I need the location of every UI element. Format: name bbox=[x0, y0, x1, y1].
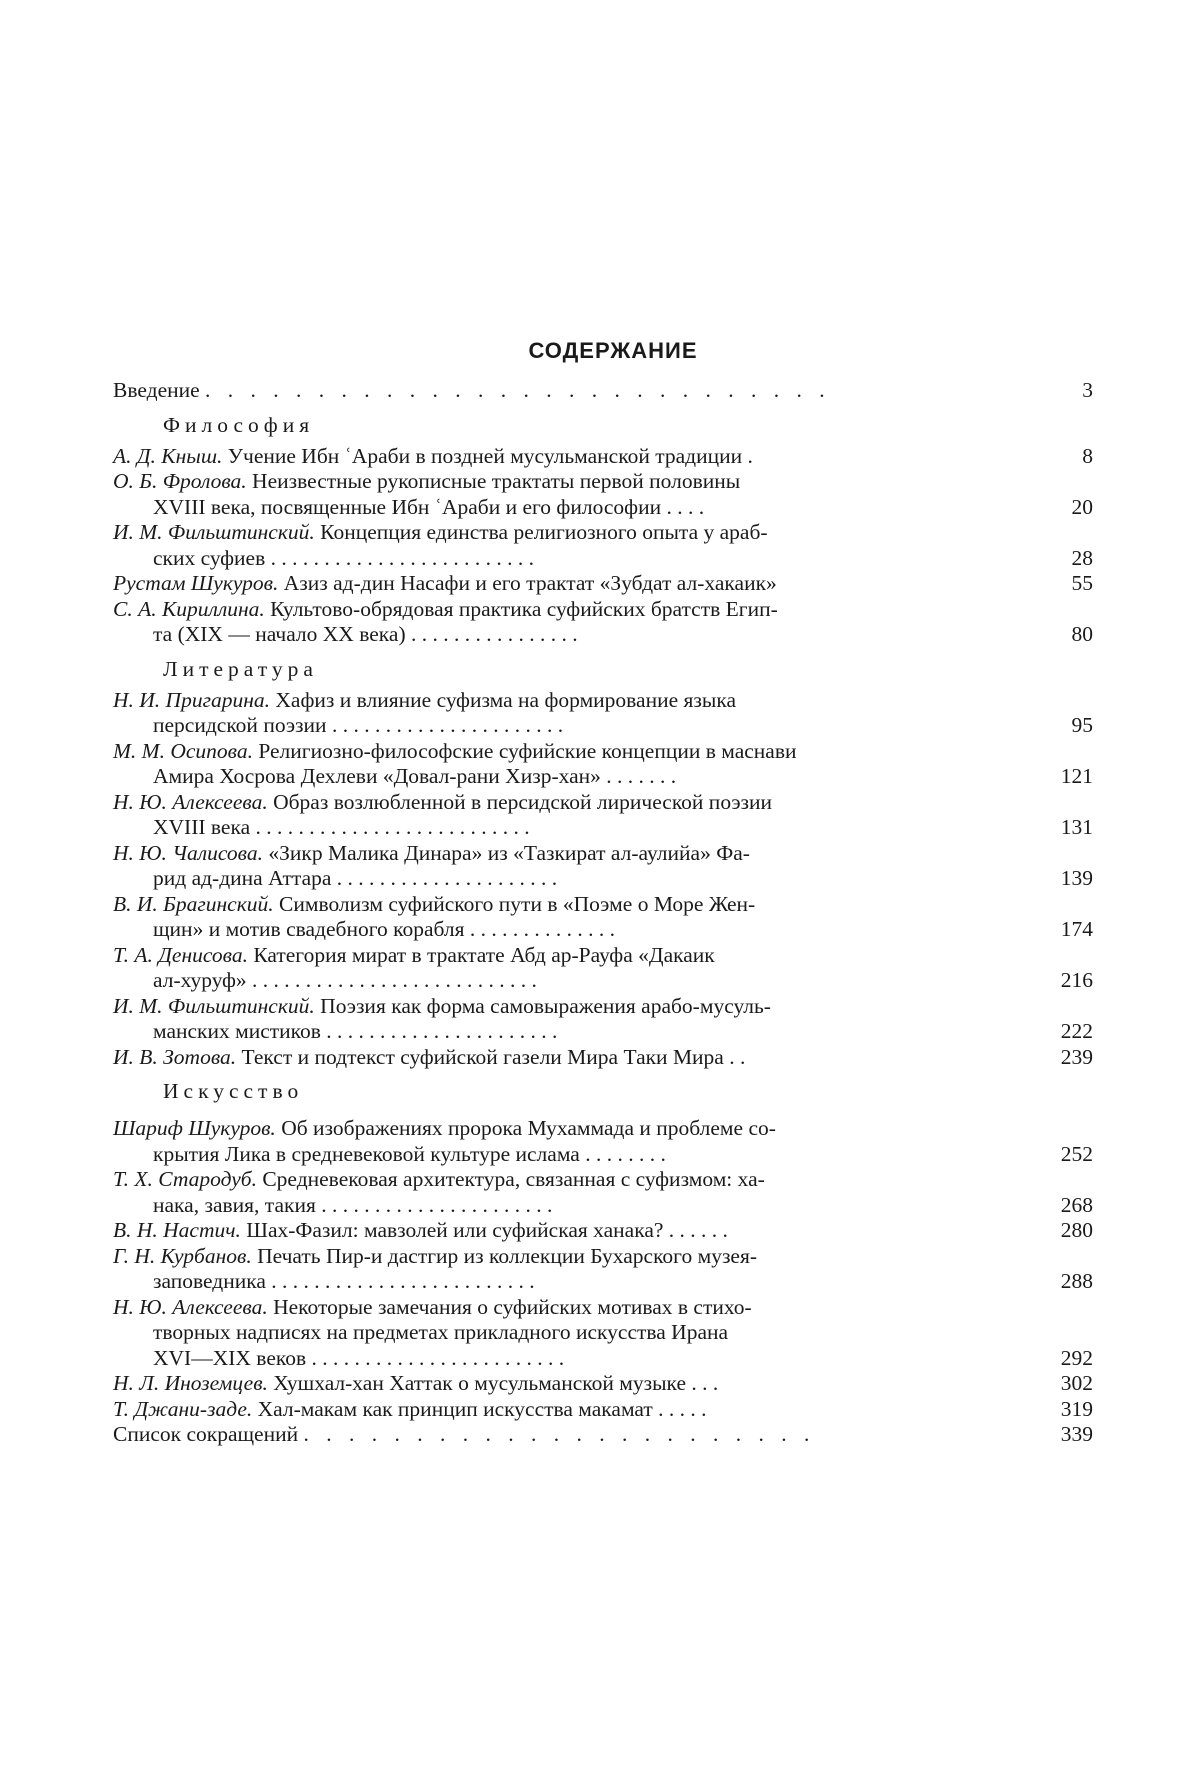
entry-title-continued: щин» и мотив свадебного корабля . . . . . . . . . . . . . . bbox=[153, 917, 616, 941]
entry-title-continued: ских суфиев . . . . . . . . . . . . . . . . . . . . . . . . . bbox=[153, 545, 534, 570]
entry-author: Шариф Шукуров. bbox=[113, 1116, 276, 1140]
toc-entry bbox=[113, 1244, 1093, 1295]
entry-title: Некоторые замечания о суфийских мотивах в стихо- bbox=[273, 1294, 752, 1319]
entry-author: В. И. Брагинский. bbox=[113, 891, 274, 916]
entry-title: Об изображениях пророка Мухаммада и проблеме со- bbox=[281, 1116, 776, 1140]
toc-entry bbox=[113, 994, 1093, 1045]
entry-author: И. В. Зотова. bbox=[113, 1044, 237, 1069]
page-number: 292 bbox=[1060, 1345, 1093, 1370]
entry-author: А. Д. Кныш. bbox=[113, 443, 223, 468]
toc-entry bbox=[113, 1295, 1093, 1372]
page-number: 131 bbox=[1060, 815, 1093, 839]
toc-entry bbox=[113, 1371, 1093, 1397]
toc-entry bbox=[113, 571, 1093, 597]
entry-author: Т. Х. Стародуб. bbox=[113, 1167, 257, 1191]
entry-author: М. М. Осипова. bbox=[113, 738, 253, 763]
entry-title: Хушхал-хан Хаттак о мусульманской музыке . . . bbox=[273, 1371, 719, 1395]
entry-text: Введение bbox=[113, 378, 200, 402]
entry-title-continued: нака, завия, такия . . . . . . . . . . . . . . . . . . . . . . bbox=[153, 1192, 553, 1217]
page-title: СОДЕРЖАНИЕ bbox=[528, 338, 698, 363]
page-number: 239 bbox=[1060, 1044, 1093, 1069]
entry-title: Азиз ад-дин Насафи и его трактат «Зубдат ал-хакаик» bbox=[283, 571, 777, 595]
entry-title: Шах-Фазил: мавзолей или суфийская ханака? . . . . . . bbox=[246, 1218, 728, 1242]
leader-dots: . . . . . . . . . . . . . . . . . . . . . . . . . . . . bbox=[205, 378, 831, 402]
entry-author: Рустам Шукуров. bbox=[113, 571, 279, 595]
entry-author: В. Н. Настич. bbox=[113, 1218, 241, 1242]
entry-title-continued: заповедника . . . . . . . . . . . . . . . . . . . . . . . . . bbox=[153, 1269, 535, 1293]
page-number: 3 bbox=[1082, 378, 1093, 402]
page-number: 288 bbox=[1060, 1269, 1093, 1293]
page-number: 20 bbox=[1071, 494, 1093, 519]
toc-entry-intro bbox=[113, 378, 1093, 404]
entry-title-continued: XVIII века . . . . . . . . . . . . . . . . . . . . . . . . . . bbox=[153, 815, 530, 839]
toc-entry bbox=[113, 943, 1093, 994]
entry-title: «Зикр Малика Динара» из «Тазкират ал-аулийа» Фа- bbox=[268, 840, 750, 865]
entry-title-continued: манских мистиков . . . . . . . . . . . . . . . . . . . . . . bbox=[153, 1019, 558, 1043]
entry-title: Символизм суфийского пути в «Поэме о Море Жен- bbox=[279, 891, 756, 916]
entry-author: И. М. Фильштинский. bbox=[113, 993, 315, 1018]
entry-author: Т. Джани-заде. bbox=[113, 1396, 253, 1421]
page-number: 80 bbox=[1071, 622, 1093, 646]
toc-entry bbox=[113, 1218, 1093, 1244]
section-heading-literature: Литература bbox=[163, 656, 318, 681]
entry-author: Н. Ю. Алексеева. bbox=[113, 789, 268, 814]
entry-title: Поэзия как форма самовыражения арабо-мусуль- bbox=[320, 993, 771, 1018]
entry-title-continued: та (XIX — начало XX века) . . . . . . . . . . . . . . . . bbox=[153, 622, 578, 646]
toc-entry bbox=[113, 739, 1093, 790]
entry-title: Неизвестные рукописные трактаты первой половины bbox=[252, 469, 741, 493]
entry-title: Средневековая архитектура, связанная с суфизмом: ха- bbox=[262, 1167, 765, 1191]
toc-entry bbox=[113, 892, 1093, 943]
toc-entry bbox=[113, 444, 1093, 470]
toc-entry bbox=[113, 841, 1093, 892]
page-number: 8 bbox=[1082, 443, 1093, 468]
page-number: 222 bbox=[1060, 1019, 1093, 1043]
entry-author: Н. Ю. Чалисова. bbox=[113, 840, 263, 865]
page-number: 95 bbox=[1071, 713, 1093, 737]
entry-author: Н. Л. Иноземцев. bbox=[113, 1371, 268, 1395]
page-number: 280 bbox=[1060, 1218, 1093, 1242]
leader-dots: . . . . . . . . . . . . . . . . . . . . . . . bbox=[303, 1422, 816, 1446]
entry-title-continued: XVI—XIX веков . . . . . . . . . . . . . . . . . . . . . . . . bbox=[153, 1345, 565, 1370]
toc-entry bbox=[113, 790, 1093, 841]
section-heading-philosophy: Философия bbox=[163, 412, 315, 437]
entry-title: Категория мират в трактате Абд ар-Рауфа «Дакаик bbox=[253, 942, 715, 967]
page-number: 28 bbox=[1071, 545, 1093, 570]
entry-title: Печать Пир-и дастгир из коллекции Бухарского музея- bbox=[257, 1243, 758, 1268]
table-of-contents bbox=[113, 338, 1093, 1448]
entry-title-continued: крытия Лика в средневековой культуре ислама . . . . . . . . bbox=[153, 1141, 666, 1166]
entry-title: Текст и подтекст суфийской газели Мира Таки Мира . . bbox=[241, 1044, 746, 1069]
toc-entry-abbreviations bbox=[113, 1422, 1093, 1448]
entry-title: Образ возлюбленной в персидской лирической поэзии bbox=[273, 789, 773, 814]
page-number: 268 bbox=[1060, 1192, 1093, 1217]
page-number: 139 bbox=[1060, 866, 1093, 890]
toc-entry bbox=[113, 597, 1093, 648]
entry-title: Хафиз и влияние суфизма на формирование языка bbox=[275, 687, 737, 712]
page-number: 252 bbox=[1060, 1141, 1093, 1166]
entry-title: Религиозно-философские суфийские концепции в маснави bbox=[258, 738, 797, 763]
toc-entry bbox=[113, 688, 1093, 739]
entry-title: Концепция единства религиозного опыта у араб- bbox=[320, 520, 768, 544]
entry-author: О. Б. Фролова. bbox=[113, 469, 247, 493]
section-heading-art: Искусство bbox=[163, 1079, 304, 1103]
toc-entry bbox=[113, 1116, 1093, 1167]
entry-title-continued: творных надписях на предметах прикладного искусства Ирана bbox=[153, 1320, 729, 1344]
entry-title-continued: Амира Хосрова Дехлеви «Довал-рани Хизр-хан» . . . . . . . bbox=[153, 764, 677, 788]
toc-entry bbox=[113, 1167, 1093, 1218]
page-number: 302 bbox=[1060, 1371, 1093, 1395]
page-number: 121 bbox=[1060, 764, 1093, 788]
entry-author: Т. А. Денисова. bbox=[113, 942, 248, 967]
entry-author: С. А. Кириллина. bbox=[113, 596, 265, 621]
page-number: 55 bbox=[1071, 571, 1093, 595]
entry-title-continued: рид ад-дина Аттара . . . . . . . . . . . . . . . . . . . . . bbox=[153, 866, 558, 890]
entry-author: Н. Ю. Алексеева. bbox=[113, 1294, 268, 1319]
page-number: 319 bbox=[1060, 1396, 1093, 1421]
entry-title: Хал-макам как принцип искусства макамат . . . . . bbox=[257, 1396, 707, 1421]
entry-title-continued: персидской поэзии . . . . . . . . . . . . . . . . . . . . . . bbox=[153, 713, 564, 737]
entry-title: Культово-обрядовая практика суфийских братств Егип- bbox=[270, 596, 778, 621]
entry-text: Список сокращений bbox=[113, 1422, 299, 1446]
entry-title-continued: XVIII века, посвященные Ибн ʿАраби и его философии . . . . bbox=[153, 494, 705, 519]
toc-entry bbox=[113, 1397, 1093, 1423]
page-number: 174 bbox=[1060, 917, 1093, 941]
entry-title: Учение Ибн ʿАраби в поздней мусульманской традиции . bbox=[227, 443, 753, 468]
page-number: 339 bbox=[1060, 1422, 1093, 1446]
entry-author: И. М. Фильштинский. bbox=[113, 520, 315, 544]
toc-entry bbox=[113, 520, 1093, 571]
toc-entry bbox=[113, 469, 1093, 520]
entry-title-continued: ал-хуруф» . . . . . . . . . . . . . . . . . . . . . . . . . . . bbox=[153, 968, 537, 992]
page-number: 216 bbox=[1060, 968, 1093, 992]
entry-author: Н. И. Пригарина. bbox=[113, 687, 271, 712]
entry-author: Г. Н. Курбанов. bbox=[113, 1243, 252, 1268]
toc-entry bbox=[113, 1045, 1093, 1071]
